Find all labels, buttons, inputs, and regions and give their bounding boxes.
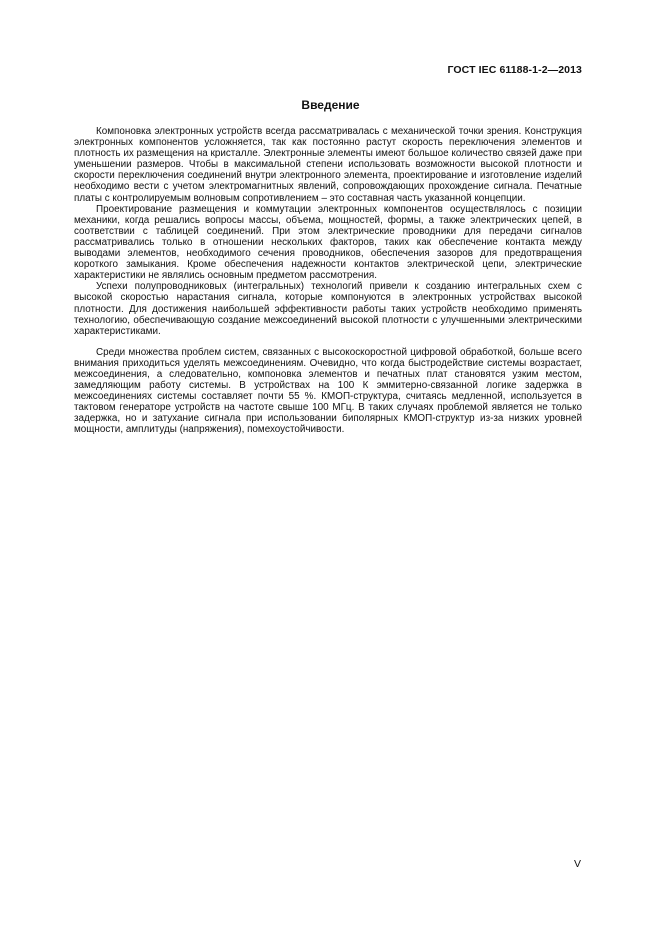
paragraph-3: Успехи полупроводниковых (интегральных) технологий привели к созданию интегральных схем с высокой скоростью нарастания сигнала, которые компонуются в электронных устройствах высокой плотности. Для достижения наибольшей эффективности работы таких устройств необходимо применять технологию, обеспечивающую создание межсоединений высокой плотности с улучшенными электрическими характеристиками. <box>74 281 582 337</box>
standard-header: ГОСТ IEC 61188-1-2—2013 <box>447 64 582 76</box>
paragraph-1: Компоновка электронных устройств всегда рассматривалась с механической точки зрения. Конструкция электронных компонентов усложняется, так как постоянно растут скорость переключения элементов и плотность их размещения на кристалле. Электронные элементы имеют большое количество связей даже при уменьшении размеров. Чтобы в максимальной степени использовать возможности высокой плотности и скорости переключения соединений внутри электронного элемента, проектирование и изготовление изделий необходимо вести с учетом электромагнитных явлений, сопровождающих прохождение сигнала. Печатные платы с контролируемым волновым сопротивлением – это составная часть указанной концепции. <box>74 126 582 204</box>
body-text <box>74 126 582 436</box>
page-title: Введение <box>301 98 360 112</box>
paragraph-4: Среди множества проблем систем, связанных с высокоскоростной цифровой обработкой, больше всего внимания приходиться уделять межсоединениям. Очевидно, что когда быстродействие системы возрастает, межсоединения, а следовательно, компоновка элементов и печатных плат становятся узким местом, замедляющим работу системы. В устройствах на 100 К эммитерно-связанной логике задержка в межсоединениях системы составляет почти 55 %. КМОП-структура, считаясь медленной, используется в тактовом генераторе устройств на частоте свыше 100 МГц. В таких случаях проблемой является не только задержка, но и затухание сигнала при использовании биполярных КМОП-структур из-за низких уровней мощности, амплитуды (напряжения), помехоустойчивости. <box>74 346 582 436</box>
paragraph-2: Проектирование размещения и коммутации электронных компонентов осуществлялось с позиции механики, когда решались вопросы массы, объема, мощностей, формы, а также электрических цепей, в соответствии с таблицей соединений. При этом электрические проводники для передачи сигналов рассматривались только в отношении нескольких факторов, таких как обеспечение контакта между выводами элементов, необходимого сечения проводников, обеспечения зазоров для предотвращения короткого замыкания. Кроме обеспечения надежности контактов электрической цепи, электрические характеристики не являлись основным предметом рассмотрения. <box>74 203 582 282</box>
page-number: V <box>573 858 581 870</box>
